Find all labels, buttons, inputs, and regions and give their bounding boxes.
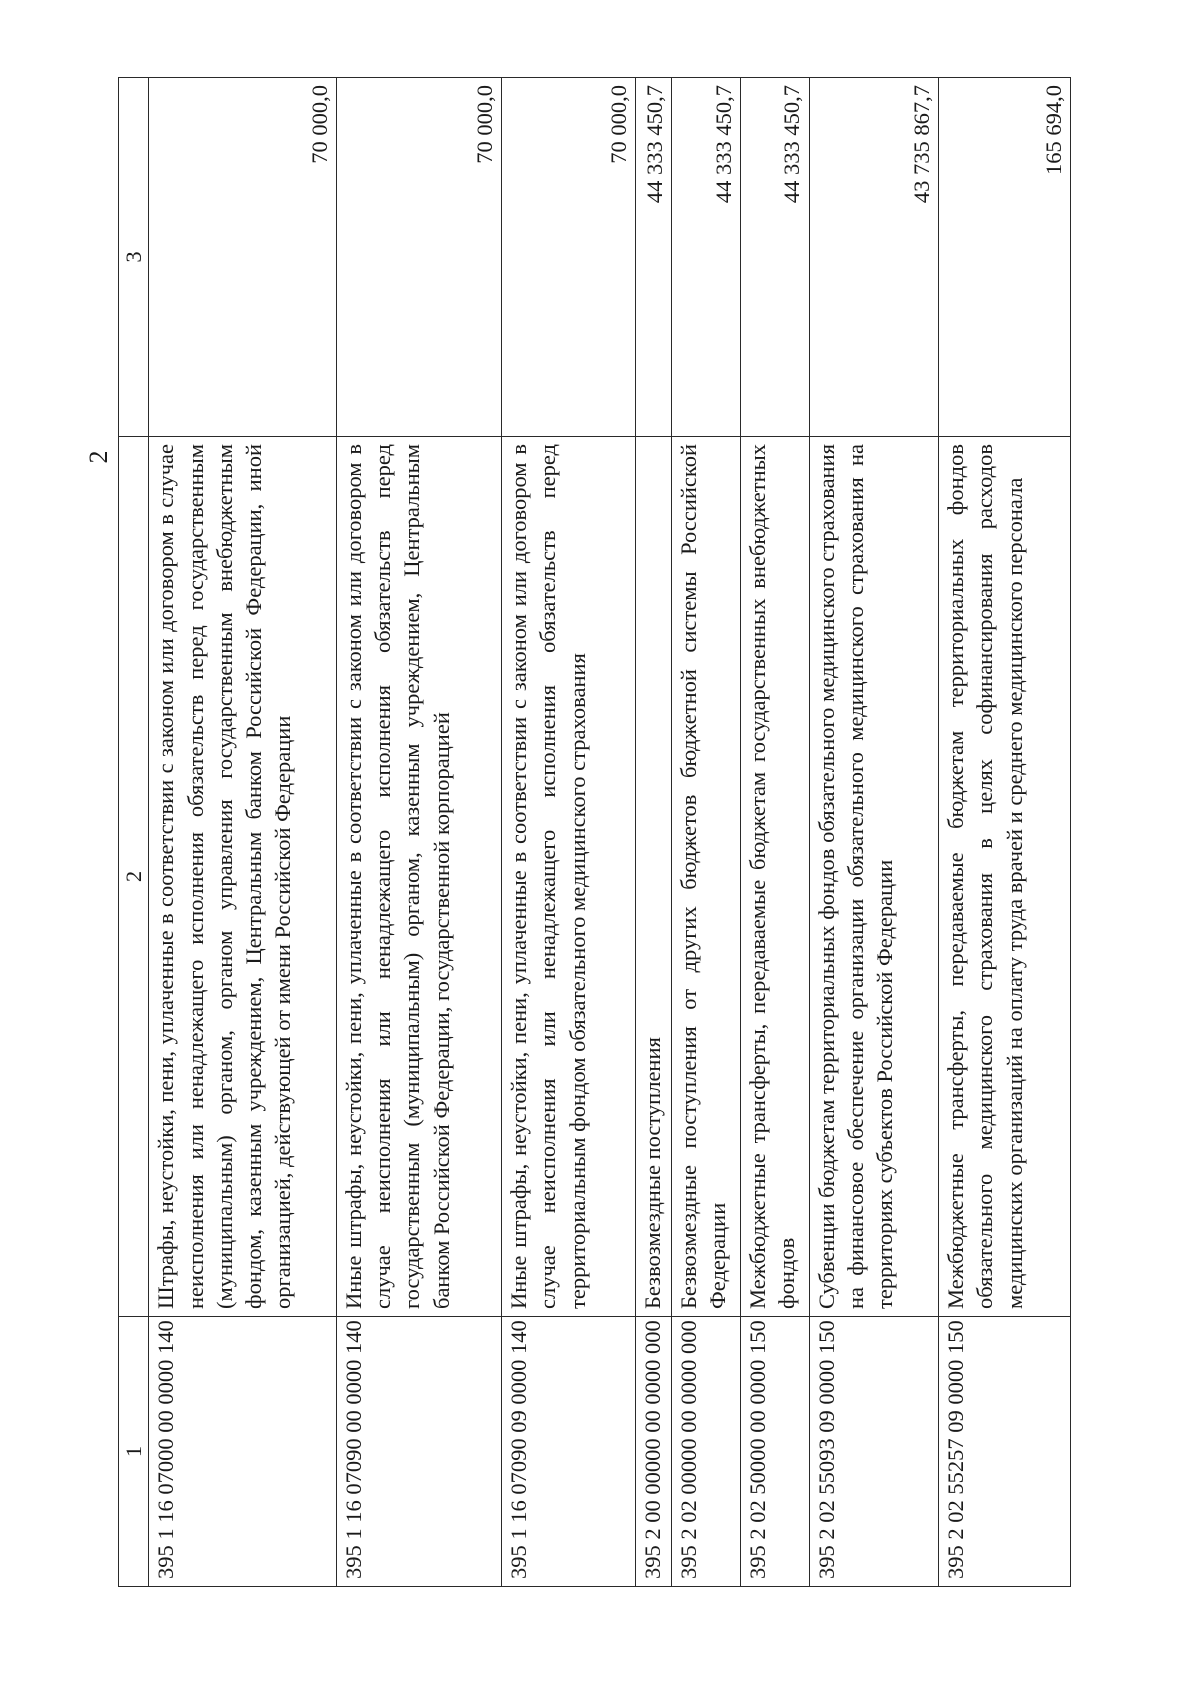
row-code: 395 1 16 07090 09 0000 140 (502, 1317, 636, 1587)
table-row (939, 78, 1071, 1587)
row-description: Иные штрафы, неустойки, пени, уплаченные в соответствии с законом или договором в случае неисполнения или ненадлежащего исполнения обязательств перед государственным (муниципальным) органом, казенным учреждением, Центральным банком Российской Федерации, государственной корпорацией (336, 437, 501, 1317)
row-description: Межбюджетные трансферты, передаваемые бюджетам государственных внебюджетных фондов (740, 437, 809, 1317)
row-amount: 43 735 867,7 (809, 78, 939, 437)
table-row (636, 78, 672, 1587)
row-code: 395 2 02 50000 00 0000 150 (740, 1317, 809, 1587)
column-header-description: 2 (119, 437, 149, 1317)
budget-revenue-table (118, 77, 1071, 1587)
row-amount: 70 000,0 (336, 78, 501, 437)
row-amount: 165 694,0 (939, 78, 1071, 437)
row-description: Штрафы, неустойки, пени, уплаченные в соответствии с законом или договором в случае неисполнения или ненадлежащего исполнения обязательств перед государственным (муниципальным) органом, органом управления государственным внебюджетным фондом, казенным учреждением, Центральным банком Российской Федерации, иной организацией, действующей от имени Российской Федерации (149, 437, 337, 1317)
row-code: 395 1 16 07000 00 0000 140 (149, 1317, 337, 1587)
table-row (336, 78, 501, 1587)
row-amount: 44 333 450,7 (636, 78, 672, 437)
row-code: 395 2 02 55257 09 0000 150 (939, 1317, 1071, 1587)
row-code: 395 2 00 00000 00 0000 000 (636, 1317, 672, 1587)
row-code: 395 2 02 00000 00 0000 000 (672, 1317, 741, 1587)
row-amount: 44 333 450,7 (740, 78, 809, 437)
column-header-code: 1 (119, 1317, 149, 1587)
table-header-row (119, 78, 149, 1587)
table-row (502, 78, 636, 1587)
row-amount: 44 333 450,7 (672, 78, 741, 437)
table-row (740, 78, 809, 1587)
row-description: Межбюджетные трансферты, передаваемые бюджетам территориальных фондов обязательного медицинского страхования в целях софинансирования расходов медицинских организаций на оплату труда врачей и среднего медицинского персонала (939, 437, 1071, 1317)
row-description: Безвозмездные поступления (636, 437, 672, 1317)
table-row (149, 78, 337, 1587)
row-description: Субвенции бюджетам территориальных фондов обязательного медицинского страхования на финансовое обеспечение организации обязательного медицинского страхования на территориях субъектов Российской Федерации (809, 437, 939, 1317)
row-amount: 70 000,0 (502, 78, 636, 437)
page-number: 2 (84, 450, 113, 464)
row-code: 395 2 02 55093 09 0000 150 (809, 1317, 939, 1587)
table-row (672, 78, 741, 1587)
row-description: Безвозмездные поступления от других бюджетов бюджетной системы Российской Федерации (672, 437, 741, 1317)
budget-revenue-table-container (118, 78, 1071, 1587)
table-row (809, 78, 939, 1587)
row-amount: 70 000,0 (149, 78, 337, 437)
row-code: 395 1 16 07090 00 0000 140 (336, 1317, 501, 1587)
column-header-amount: 3 (119, 78, 149, 437)
row-description: Иные штрафы, неустойки, пени, уплаченные в соответствии с законом или договором в случае неисполнения или ненадлежащего исполнения обязательств перед территориальным фондом обязательного медицинского страхования (502, 437, 636, 1317)
